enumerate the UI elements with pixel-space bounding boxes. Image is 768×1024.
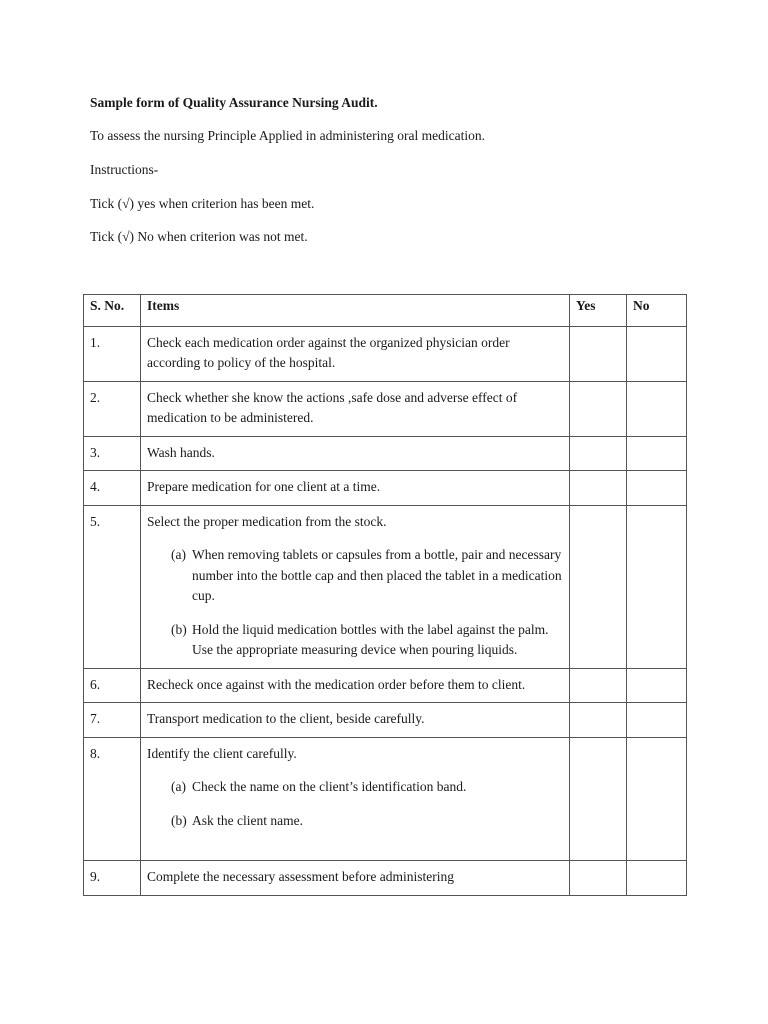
sub-item-text: Check the name on the client’s identification band. [192, 779, 467, 794]
row-item: Check whether she know the actions ,safe dose and adverse effect of medication to be administered. [141, 381, 570, 436]
no-checkbox-cell[interactable] [627, 505, 687, 668]
instruction-tick-no: Tick (√) No when criterion was not met. [90, 229, 308, 244]
no-checkbox-cell[interactable] [627, 861, 687, 896]
row-sno: 8. [84, 737, 141, 861]
row-sno: 2. [84, 381, 141, 436]
sub-item [171, 620, 563, 661]
row-item: Select the proper medication from the stock. [147, 513, 387, 529]
table-row [84, 326, 687, 381]
yes-checkbox-cell[interactable] [570, 668, 627, 703]
sub-item [171, 811, 563, 832]
yes-checkbox-cell[interactable] [570, 505, 627, 668]
no-checkbox-cell[interactable] [627, 381, 687, 436]
yes-checkbox-cell[interactable] [570, 861, 627, 896]
table-row [84, 703, 687, 738]
sub-item-marker: (b) [171, 812, 187, 828]
row-sno: 3. [84, 436, 141, 471]
row-sno: 5. [84, 505, 141, 668]
no-checkbox-cell[interactable] [627, 703, 687, 738]
form-purpose: To assess the nursing Principle Applied in administering oral medication. [90, 128, 485, 143]
sub-item-marker: (a) [171, 547, 186, 562]
sub-item [171, 545, 563, 607]
header-no: No [627, 295, 687, 327]
yes-checkbox-cell[interactable] [570, 471, 627, 506]
row-sno: 6. [84, 668, 141, 703]
yes-checkbox-cell[interactable] [570, 737, 627, 861]
row-sno: 7. [84, 703, 141, 738]
table-row [84, 381, 687, 436]
row-item: Wash hands. [141, 436, 570, 471]
no-checkbox-cell[interactable] [627, 737, 687, 861]
table-row [84, 861, 687, 896]
sub-item-text: Hold the liquid medication bottles with the label against the palm. Use the appropriate measuring device when pouring liquids. [192, 621, 549, 657]
audit-table [83, 294, 687, 896]
sub-item-text: When removing tablets or capsules from a bottle, pair and necessary number into the bottle cap and then placed the tablet in a medication cup. [192, 547, 562, 603]
row-item: Identify the client carefully. [147, 745, 297, 761]
row-item: Prepare medication for one client at a time. [141, 471, 570, 506]
row-item: Check each medication order against the organized physician order according to policy of the hospital. [141, 326, 570, 381]
row-sno: 9. [84, 861, 141, 896]
header-yes: Yes [570, 295, 627, 327]
table-row [84, 668, 687, 703]
row-item-cell [141, 737, 570, 861]
row-sno: 4. [84, 471, 141, 506]
sub-item-text: Ask the client name. [192, 812, 303, 828]
row-item: Transport medication to the client, beside carefully. [141, 703, 570, 738]
table-row [84, 737, 687, 861]
yes-checkbox-cell[interactable] [570, 326, 627, 381]
yes-checkbox-cell[interactable] [570, 703, 627, 738]
yes-checkbox-cell[interactable] [570, 381, 627, 436]
row-item: Complete the necessary assessment before administering [141, 861, 570, 896]
sub-item [171, 777, 563, 798]
no-checkbox-cell[interactable] [627, 471, 687, 506]
table-header-row [84, 295, 687, 327]
sub-item-marker: (b) [171, 621, 187, 637]
header-items: Items [141, 295, 570, 327]
no-checkbox-cell[interactable] [627, 668, 687, 703]
instructions-label: Instructions- [90, 162, 159, 177]
table-row [84, 471, 687, 506]
sub-item-marker: (a) [171, 779, 186, 794]
header-sno: S. No. [84, 295, 141, 327]
blank-space [147, 831, 563, 853]
row-item: Recheck once against with the medication order before them to client. [141, 668, 570, 703]
row-sno: 1. [84, 326, 141, 381]
form-title: Sample form of Quality Assurance Nursing Audit. [90, 95, 378, 110]
no-checkbox-cell[interactable] [627, 436, 687, 471]
row-item-cell [141, 505, 570, 668]
table-row [84, 436, 687, 471]
no-checkbox-cell[interactable] [627, 326, 687, 381]
yes-checkbox-cell[interactable] [570, 436, 627, 471]
instruction-tick-yes: Tick (√) yes when criterion has been met. [90, 196, 315, 211]
table-row [84, 505, 687, 668]
